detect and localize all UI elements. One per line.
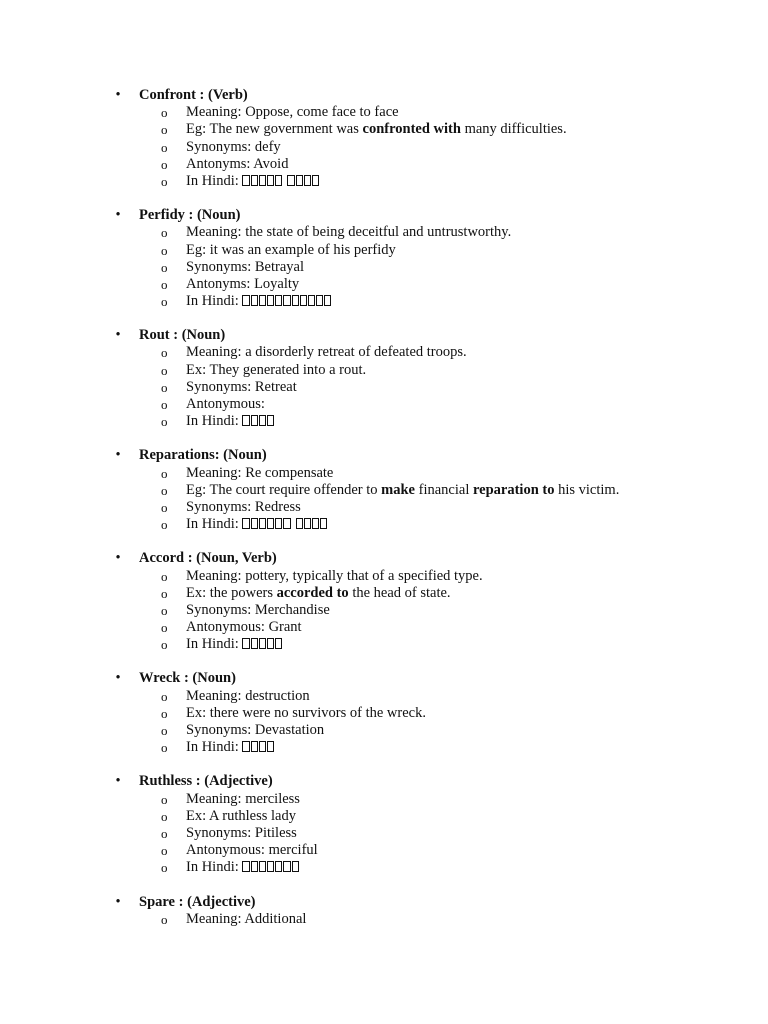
- missing-glyph-icon: [275, 861, 282, 872]
- detail-text: Synonyms: defy: [186, 138, 281, 155]
- missing-glyph-icon: [251, 295, 258, 306]
- circle-bullet-icon: o: [161, 139, 168, 155]
- circle-bullet-icon: o: [161, 637, 168, 653]
- detail-text: Ex: A ruthless lady: [186, 807, 296, 824]
- detail-text: In Hindi:: [186, 413, 243, 430]
- missing-glyph-icon: [259, 638, 266, 649]
- hindi-missing-glyphs: [242, 739, 275, 755]
- detail-item: [0, 842, 768, 859]
- circle-bullet-icon: o: [161, 122, 168, 138]
- missing-glyph-icon: [283, 861, 290, 872]
- bullet-icon: •: [115, 773, 121, 790]
- missing-glyph-icon: [242, 295, 249, 306]
- detail-text: Ex: the powers: [186, 584, 277, 601]
- entry-heading: [0, 327, 768, 344]
- missing-glyph-icon: [251, 861, 258, 872]
- vocab-entry: [0, 207, 768, 310]
- missing-glyph-icon: [300, 295, 307, 306]
- detail-text: Synonyms: Redress: [186, 498, 301, 515]
- entry-term: Reparations: (Noun): [139, 447, 267, 464]
- entry-details: [0, 791, 768, 877]
- detail-item: [0, 242, 768, 259]
- entry-term: Rout : (Noun): [139, 327, 226, 344]
- circle-bullet-icon: o: [161, 860, 168, 876]
- missing-glyph-icon: [304, 175, 311, 186]
- entry-details: [0, 911, 768, 928]
- detail-item: [0, 688, 768, 705]
- circle-bullet-icon: o: [161, 362, 168, 378]
- missing-glyph-icon: [267, 741, 274, 752]
- missing-glyph-icon: [267, 175, 274, 186]
- missing-glyph-icon: [304, 518, 311, 529]
- circle-bullet-icon: o: [161, 791, 168, 807]
- detail-item: [0, 139, 768, 156]
- detail-text: his victim.: [554, 481, 620, 498]
- missing-glyph-icon: [312, 518, 319, 529]
- missing-glyph-icon: [320, 518, 327, 529]
- detail-text: Eg: The court require offender to: [186, 481, 382, 498]
- detail-item: [0, 705, 768, 722]
- circle-bullet-icon: o: [161, 740, 168, 756]
- missing-glyph-icon: [324, 295, 331, 306]
- bullet-icon: •: [115, 447, 121, 464]
- missing-glyph-icon: [267, 295, 274, 306]
- entry-details: [0, 344, 768, 430]
- bullet-icon: •: [115, 550, 121, 567]
- vocab-entry: [0, 87, 768, 190]
- missing-glyph-icon: [283, 518, 290, 529]
- hindi-missing-glyphs: [242, 516, 328, 532]
- circle-bullet-icon: o: [161, 808, 168, 824]
- entry-details: [0, 104, 768, 190]
- detail-text: Ex: there were no survivors of the wreck.: [186, 704, 426, 721]
- detail-item: [0, 413, 768, 430]
- missing-glyph-icon: [275, 175, 282, 186]
- detail-text: In Hindi:: [186, 859, 243, 876]
- missing-glyph-icon: [259, 518, 266, 529]
- circle-bullet-icon: o: [161, 705, 168, 721]
- bullet-icon: •: [115, 893, 121, 910]
- circle-bullet-icon: o: [161, 620, 168, 636]
- missing-glyph-icon: [292, 861, 299, 872]
- detail-text: Meaning: pottery, typically that of a specified type.: [186, 567, 483, 584]
- entry-heading: [0, 550, 768, 567]
- circle-bullet-icon: o: [161, 517, 168, 533]
- missing-glyph-icon: [259, 861, 266, 872]
- detail-text: In Hindi:: [186, 172, 243, 189]
- detail-text: financial: [415, 481, 473, 498]
- detail-item: [0, 173, 768, 190]
- detail-item: [0, 259, 768, 276]
- entry-term: Confront : (Verb): [139, 87, 248, 103]
- missing-glyph-icon: [267, 415, 274, 426]
- detail-item: [0, 568, 768, 585]
- hindi-missing-glyphs: [242, 859, 299, 875]
- circle-bullet-icon: o: [161, 379, 168, 395]
- missing-glyph-icon: [316, 295, 323, 306]
- detail-text: Meaning: Oppose, come face to face: [186, 104, 399, 121]
- circle-bullet-icon: o: [161, 259, 168, 275]
- missing-glyph-icon: [275, 295, 282, 306]
- detail-item: [0, 808, 768, 825]
- circle-bullet-icon: o: [161, 276, 168, 292]
- circle-bullet-icon: o: [161, 499, 168, 515]
- bullet-icon: •: [115, 327, 121, 344]
- detail-item: [0, 619, 768, 636]
- circle-bullet-icon: o: [161, 568, 168, 584]
- circle-bullet-icon: o: [161, 156, 168, 172]
- detail-item: [0, 722, 768, 739]
- detail-item: [0, 602, 768, 619]
- circle-bullet-icon: o: [161, 723, 168, 738]
- entry-term: Wreck : (Noun): [139, 670, 236, 687]
- detail-text: In Hindi:: [186, 293, 243, 310]
- detail-item: [0, 791, 768, 808]
- detail-text: Synonyms: Merchandise: [186, 601, 330, 618]
- missing-glyph-icon: [283, 295, 290, 306]
- circle-bullet-icon: o: [161, 105, 168, 121]
- detail-item: [0, 344, 768, 361]
- missing-glyph-icon: [251, 741, 258, 752]
- entry-heading: [0, 447, 768, 464]
- detail-text: Meaning: Re compensate: [186, 464, 334, 481]
- missing-glyph-icon: [251, 518, 258, 529]
- bullet-icon: •: [115, 87, 121, 103]
- detail-item: [0, 636, 768, 653]
- detail-item: [0, 379, 768, 396]
- detail-text: Synonyms: Pitiless: [186, 824, 297, 841]
- detail-text: many difficulties.: [460, 121, 567, 138]
- detail-item: [0, 859, 768, 876]
- circle-bullet-icon: o: [161, 482, 168, 498]
- emphasized-text: reparation to: [472, 481, 555, 498]
- circle-bullet-icon: o: [161, 414, 168, 430]
- missing-glyph-icon: [275, 518, 282, 529]
- detail-text: Ex: They generated into a rout.: [186, 361, 367, 378]
- missing-glyph-icon: [308, 295, 315, 306]
- circle-bullet-icon: o: [161, 688, 168, 704]
- entry-term: Ruthless : (Adjective): [139, 773, 273, 790]
- entry-details: [0, 224, 768, 310]
- circle-bullet-icon: o: [161, 173, 168, 189]
- vocab-entry: [0, 894, 768, 928]
- vocab-entry: [0, 773, 768, 876]
- circle-bullet-icon: o: [161, 843, 168, 859]
- entry-heading: [0, 87, 768, 104]
- missing-glyph-icon: [259, 741, 266, 752]
- detail-text: Eg: it was an example of his perfidy: [186, 241, 396, 258]
- missing-glyph-icon: [251, 638, 258, 649]
- detail-text: In Hindi:: [186, 739, 243, 756]
- missing-glyph-icon: [296, 518, 303, 529]
- missing-glyph-icon: [259, 295, 266, 306]
- entry-heading: [0, 894, 768, 911]
- circle-bullet-icon: o: [161, 825, 168, 841]
- missing-glyph-icon: [242, 415, 249, 426]
- detail-item: [0, 825, 768, 842]
- vocab-entry: [0, 670, 768, 756]
- detail-text: Meaning: destruction: [186, 687, 310, 704]
- missing-glyph-icon: [267, 638, 274, 649]
- missing-glyph-icon: [251, 415, 258, 426]
- detail-item: [0, 516, 768, 533]
- detail-item: [0, 482, 768, 499]
- emphasized-text: make: [381, 481, 415, 498]
- detail-text: Meaning: a disorderly retreat of defeated troops.: [186, 344, 467, 361]
- detail-text: Antonymous: Grant: [186, 619, 302, 636]
- circle-bullet-icon: o: [161, 465, 168, 481]
- detail-item: [0, 104, 768, 121]
- detail-item: [0, 121, 768, 138]
- missing-glyph-icon: [287, 175, 294, 186]
- circle-bullet-icon: o: [161, 294, 168, 310]
- circle-bullet-icon: o: [161, 602, 168, 618]
- hindi-missing-glyphs: [242, 413, 275, 429]
- detail-item: [0, 396, 768, 413]
- circle-bullet-icon: o: [161, 225, 168, 241]
- entry-heading: [0, 773, 768, 790]
- vocab-entry: [0, 550, 768, 653]
- missing-glyph-icon: [312, 175, 319, 186]
- missing-glyph-icon: [275, 638, 282, 649]
- circle-bullet-icon: o: [161, 585, 168, 601]
- emphasized-text: confronted with: [362, 121, 461, 138]
- entry-heading: [0, 670, 768, 687]
- detail-text: Meaning: the state of being deceitful and untrustworthy.: [186, 224, 512, 241]
- detail-text: Antonymous: merciful: [186, 842, 318, 859]
- entry-term: Perfidy : (Noun): [139, 207, 241, 224]
- detail-text: Synonyms: Betrayal: [186, 258, 305, 275]
- detail-item: [0, 276, 768, 293]
- hindi-missing-glyphs: [242, 293, 332, 309]
- missing-glyph-icon: [259, 175, 266, 186]
- detail-item: [0, 293, 768, 310]
- entry-details: [0, 688, 768, 757]
- bullet-icon: •: [115, 207, 121, 224]
- detail-item: [0, 585, 768, 602]
- emphasized-text: accorded to: [276, 584, 349, 601]
- missing-glyph-icon: [296, 175, 303, 186]
- detail-item: [0, 224, 768, 241]
- detail-text: Antonyms: Avoid: [186, 155, 289, 172]
- bullet-icon: •: [115, 670, 121, 687]
- entry-term: Accord : (Noun, Verb): [139, 550, 277, 567]
- entry-heading: [0, 207, 768, 224]
- missing-glyph-icon: [242, 861, 249, 872]
- detail-text: the head of state.: [348, 584, 451, 601]
- detail-text: Synonyms: Devastation: [186, 722, 325, 738]
- vocab-entry: [0, 327, 768, 430]
- circle-bullet-icon: o: [161, 345, 168, 361]
- missing-glyph-icon: [292, 295, 299, 306]
- detail-text: Antonyms: Loyalty: [186, 275, 300, 292]
- missing-glyph-icon: [251, 175, 258, 186]
- vocabulary-list: [0, 87, 768, 928]
- detail-text: Meaning: Additional: [186, 910, 307, 927]
- entry-details: [0, 568, 768, 654]
- detail-item: [0, 465, 768, 482]
- detail-text: In Hindi:: [186, 516, 243, 533]
- detail-text: Synonyms: Retreat: [186, 378, 297, 395]
- hindi-missing-glyphs: [242, 636, 283, 652]
- detail-item: [0, 156, 768, 173]
- missing-glyph-icon: [267, 861, 274, 872]
- entry-term: Spare : (Adjective): [139, 893, 256, 910]
- detail-item: [0, 362, 768, 379]
- detail-item: [0, 499, 768, 516]
- document-page: [0, 87, 768, 945]
- missing-glyph-icon: [242, 175, 249, 186]
- circle-bullet-icon: o: [161, 397, 168, 412]
- vocab-entry: [0, 447, 768, 533]
- circle-bullet-icon: o: [161, 242, 168, 258]
- entry-details: [0, 465, 768, 534]
- missing-glyph-icon: [242, 638, 249, 649]
- detail-text: In Hindi:: [186, 636, 243, 653]
- missing-glyph-icon: [267, 518, 274, 529]
- missing-glyph-icon: [242, 741, 249, 752]
- hindi-missing-glyphs: [242, 173, 320, 189]
- detail-text: Meaning: merciless: [186, 790, 300, 807]
- missing-glyph-icon: [242, 518, 249, 529]
- detail-text: Antonymous:: [186, 396, 265, 412]
- detail-item: [0, 739, 768, 756]
- detail-item: [0, 911, 768, 928]
- detail-text: Eg: The new government was: [186, 121, 363, 138]
- circle-bullet-icon: o: [161, 911, 168, 927]
- missing-glyph-icon: [259, 415, 266, 426]
